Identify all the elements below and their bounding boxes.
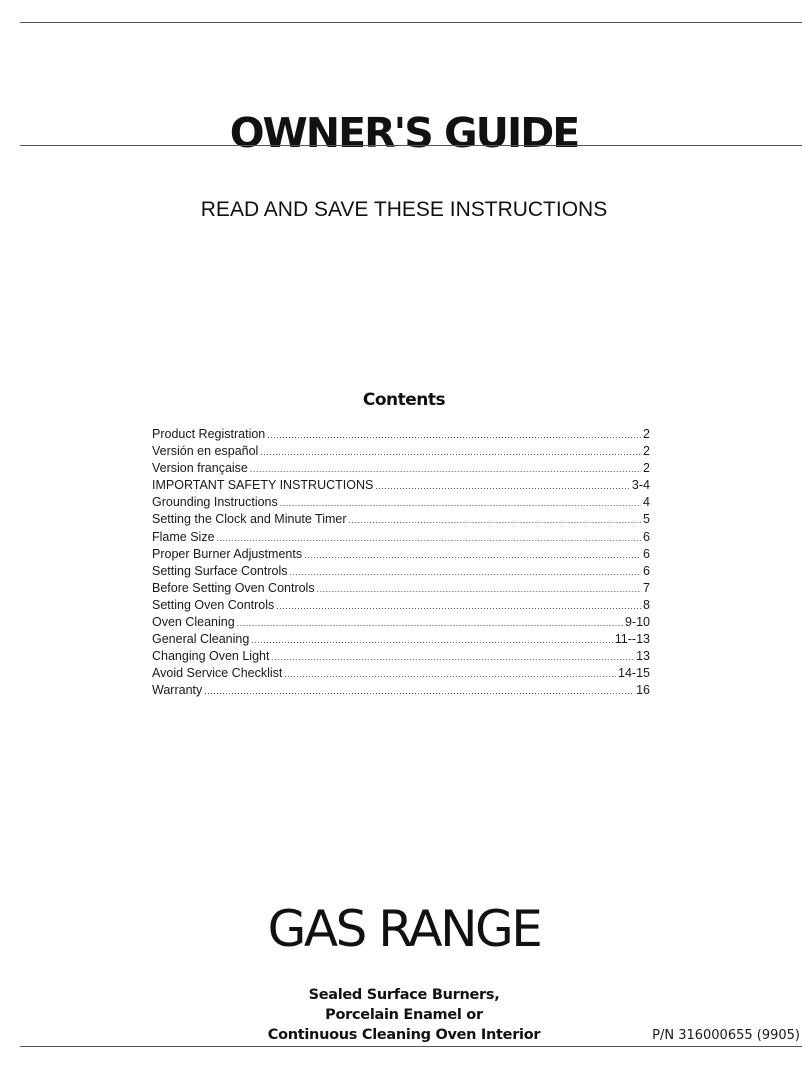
toc-item-page: 2 xyxy=(643,427,650,441)
toc-item-general-cleaning xyxy=(152,632,650,649)
title-rule xyxy=(20,145,802,146)
toc-item-page: 6 xyxy=(643,546,650,561)
toc-item-page: 16 xyxy=(636,683,650,698)
toc-item-label: Avoid Service Checklist xyxy=(152,666,283,681)
toc-item-version-francaise xyxy=(152,461,650,478)
toc-item-page: 4 xyxy=(643,495,650,510)
toc-item-before-oven-controls xyxy=(152,581,650,598)
toc-item-clock-timer xyxy=(152,512,650,529)
dot-leader xyxy=(217,533,642,543)
toc-item-oven-controls xyxy=(152,598,650,615)
toc-item-page: 6 xyxy=(643,529,650,544)
dot-leader xyxy=(271,652,634,662)
toc-item-label: IMPORTANT SAFETY INSTRUCTIONS xyxy=(152,478,374,493)
toc-item-grounding-instructions xyxy=(152,495,650,512)
toc-item-oven-light xyxy=(152,649,650,666)
toc-item-page: 9-10 xyxy=(624,615,650,630)
dot-leader xyxy=(284,669,616,679)
part-number: P/N 316000655 (9905) xyxy=(652,1028,800,1043)
contents-heading: Contents xyxy=(362,390,446,411)
toc-item-warranty xyxy=(152,683,650,700)
top-rule xyxy=(20,22,802,23)
dot-leader xyxy=(250,464,641,474)
bottom-rule xyxy=(20,1046,802,1047)
dot-leader xyxy=(260,447,641,457)
toc-item-label: General Cleaning xyxy=(152,632,250,647)
toc-item-label: Product Registration xyxy=(152,427,266,441)
page-title: OWNER'S GUIDE xyxy=(229,109,579,158)
toc-item-flame-size xyxy=(152,530,650,547)
toc-item-version-espanol xyxy=(152,444,650,461)
dot-leader xyxy=(267,430,641,440)
page-subtitle: READ AND SAVE THESE INSTRUCTIONS xyxy=(200,198,608,221)
toc-item-page: 7 xyxy=(643,580,650,595)
product-name: GAS RANGE xyxy=(267,900,541,958)
toc-item-page: 5 xyxy=(643,512,650,527)
toc-item-service-checklist xyxy=(152,666,650,683)
toc-item-page: 2 xyxy=(643,461,650,476)
dot-leader xyxy=(237,618,623,628)
dot-leader xyxy=(317,584,641,594)
feature-line: Continuous Cleaning Oven Interior xyxy=(267,1027,541,1043)
toc-item-safety-instructions xyxy=(152,478,650,495)
toc-item-page: 2 xyxy=(643,444,650,459)
toc-item-page: 6 xyxy=(643,563,650,578)
toc-item-label: Flame Size xyxy=(152,529,215,544)
toc-item-label: Setting the Clock and Minute Timer xyxy=(152,512,347,527)
toc-item-burner-adjustments xyxy=(152,547,650,564)
dot-leader xyxy=(349,515,642,525)
toc-item-page: 13 xyxy=(636,649,650,664)
toc-item-label: Warranty xyxy=(152,683,203,698)
toc-item-label: Setting Surface Controls xyxy=(152,563,288,578)
dot-leader xyxy=(280,498,641,508)
toc-item-label: Changing Oven Light xyxy=(152,649,270,664)
table-of-contents xyxy=(152,427,650,701)
dot-leader xyxy=(290,567,642,577)
dot-leader xyxy=(204,686,634,696)
toc-item-page: 11--13 xyxy=(614,632,650,647)
dot-leader xyxy=(304,550,641,560)
dot-leader xyxy=(375,481,630,491)
toc-item-label: Grounding Instructions xyxy=(152,495,278,510)
toc-item-label: Versión en español xyxy=(152,444,259,459)
toc-item-label: Version française xyxy=(152,461,248,476)
toc-item-product-registration xyxy=(152,427,650,444)
feature-line: Sealed Surface Burners, xyxy=(308,987,500,1003)
dot-leader xyxy=(276,601,641,611)
dot-leader xyxy=(251,635,612,645)
toc-item-surface-controls xyxy=(152,564,650,581)
toc-item-page: 14-15 xyxy=(618,666,650,681)
toc-item-label: Before Setting Oven Controls xyxy=(152,580,315,595)
feature-line: Porcelain Enamel or xyxy=(325,1007,483,1023)
toc-item-oven-cleaning xyxy=(152,615,650,632)
toc-item-label: Oven Cleaning xyxy=(152,615,235,630)
toc-item-page: 8 xyxy=(643,597,650,612)
toc-item-label: Proper Burner Adjustments xyxy=(152,546,303,561)
toc-item-page: 3-4 xyxy=(631,478,650,493)
toc-item-label: Setting Oven Controls xyxy=(152,597,275,612)
